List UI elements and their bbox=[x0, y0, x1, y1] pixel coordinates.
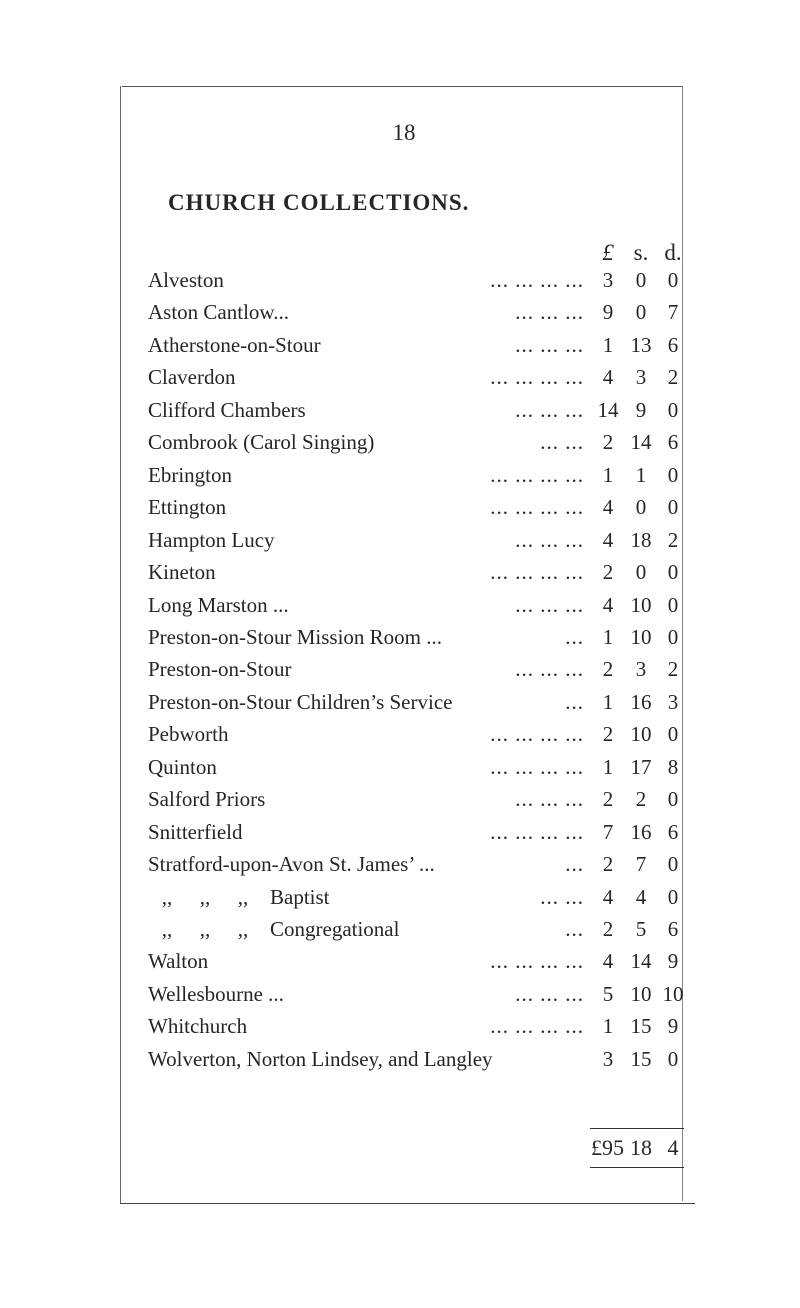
row-pounds: 2 bbox=[602, 430, 614, 455]
row-name: Preston-on-Stour bbox=[148, 657, 292, 682]
row-shillings: 18 bbox=[630, 527, 652, 552]
row-pounds: 3 bbox=[602, 1046, 614, 1071]
row-pounds: 2 bbox=[602, 560, 614, 585]
row-shillings: 0 bbox=[635, 300, 647, 325]
row-shillings: 3 bbox=[635, 365, 647, 390]
row-shillings: 0 bbox=[635, 560, 647, 585]
row-shillings: 2 bbox=[635, 787, 647, 812]
row-name bbox=[148, 917, 399, 942]
row-shillings: 16 bbox=[630, 819, 652, 844]
row-pence: 0 bbox=[667, 268, 679, 292]
ditto-mark: ,, bbox=[199, 884, 211, 909]
leader-dots: ... ... ... bbox=[515, 592, 584, 617]
row-pounds: 1 bbox=[602, 689, 614, 714]
table-row bbox=[0, 1047, 800, 1079]
row-name: Whitchurch bbox=[148, 1014, 248, 1039]
row-shillings: 15 bbox=[630, 1014, 652, 1039]
total-rule-bottom bbox=[590, 1167, 684, 1168]
leader-dots: ... ... ... bbox=[515, 981, 584, 1006]
leader-dots: ... ... ... ... bbox=[490, 365, 584, 390]
row-pounds: 1 bbox=[602, 332, 614, 357]
header-shillings: s. bbox=[633, 240, 649, 265]
row-pence: 0 bbox=[667, 462, 679, 487]
row-name: Atherstone-on-Stour bbox=[148, 332, 321, 357]
leader-dots: ... ... ... ... bbox=[490, 722, 584, 747]
row-pounds: 2 bbox=[602, 787, 614, 812]
row-pounds: 2 bbox=[602, 852, 614, 877]
row-name: Aston Cantlow... bbox=[148, 300, 289, 325]
row-shillings: 17 bbox=[630, 754, 652, 779]
row-pence: 9 bbox=[667, 1014, 679, 1039]
row-name: Clifford Chambers bbox=[148, 397, 306, 422]
row-shillings: 14 bbox=[630, 430, 652, 455]
row-name: Quinton bbox=[148, 754, 217, 779]
leader-dots: ... ... ... ... bbox=[490, 819, 584, 844]
total-pounds: £95 bbox=[591, 1135, 624, 1160]
table-row bbox=[0, 430, 800, 462]
leader-dots: ... ... ... ... bbox=[490, 1014, 584, 1039]
row-shillings: 9 bbox=[635, 397, 647, 422]
row-pounds: 1 bbox=[602, 624, 614, 649]
table-row bbox=[0, 1014, 800, 1046]
total-rule-top bbox=[590, 1128, 684, 1129]
leader-dots: ... ... ... ... bbox=[490, 949, 584, 974]
table-row bbox=[0, 852, 800, 884]
row-pounds: 4 bbox=[602, 884, 614, 909]
leader-dots: ... ... bbox=[540, 430, 584, 455]
row-pence: 0 bbox=[667, 722, 679, 747]
row-name: Stratford-upon-Avon St. James’ ... bbox=[148, 852, 435, 877]
ditto-mark: ,, bbox=[199, 917, 211, 941]
ditto-mark: ,, bbox=[237, 917, 249, 941]
table-row bbox=[0, 268, 800, 300]
leader-dots: ... bbox=[565, 917, 584, 941]
row-shillings: 3 bbox=[635, 657, 647, 682]
leader-dots: ... ... ... ... bbox=[490, 754, 584, 779]
leader-dots: ... ... ... bbox=[515, 787, 584, 812]
row-pence: 0 bbox=[667, 397, 679, 422]
row-pence: 7 bbox=[667, 300, 679, 325]
row-shillings: 16 bbox=[630, 689, 652, 714]
table-row bbox=[0, 593, 800, 625]
table-row bbox=[0, 982, 800, 1014]
row-pounds: 1 bbox=[602, 1014, 614, 1039]
row-name: Long Marston ... bbox=[148, 592, 289, 617]
ditto-mark: ,, bbox=[161, 917, 173, 941]
row-name: Ettington bbox=[148, 495, 227, 520]
row-shillings: 13 bbox=[630, 332, 652, 357]
row-pence: 3 bbox=[667, 689, 679, 714]
leader-dots: ... ... ... bbox=[515, 657, 584, 682]
leader-dots: ... ... ... bbox=[515, 300, 584, 325]
row-pence: 0 bbox=[667, 787, 679, 812]
row-name: Kineton bbox=[148, 560, 216, 585]
row-shillings: 1 bbox=[635, 462, 647, 487]
row-name: Walton bbox=[148, 949, 209, 974]
row-shillings: 10 bbox=[630, 981, 652, 1006]
row-name-label: Congregational bbox=[270, 917, 400, 941]
row-pounds: 1 bbox=[602, 754, 614, 779]
leader-dots: ... ... ... bbox=[515, 332, 584, 357]
row-pence: 2 bbox=[667, 527, 679, 552]
row-pounds: 4 bbox=[602, 365, 614, 390]
row-name: Combrook (Carol Singing) bbox=[148, 430, 375, 455]
table-row bbox=[0, 755, 800, 787]
row-pence: 0 bbox=[667, 852, 679, 877]
row-pence: 9 bbox=[667, 949, 679, 974]
row-pence: 0 bbox=[667, 624, 679, 649]
leader-dots: ... ... ... bbox=[515, 397, 584, 422]
table-row bbox=[0, 333, 800, 365]
header-pounds: £ bbox=[602, 240, 614, 265]
row-pounds: 2 bbox=[602, 657, 614, 682]
leader-dots: ... ... ... bbox=[515, 527, 584, 552]
row-pence: 0 bbox=[667, 1046, 679, 1071]
page-border-top bbox=[122, 86, 682, 87]
row-shillings: 0 bbox=[635, 268, 647, 292]
row-shillings: 14 bbox=[630, 949, 652, 974]
leader-dots: ... bbox=[565, 689, 584, 714]
leader-dots: ... bbox=[565, 624, 584, 649]
row-name: Wolverton, Norton Lindsey, and Langley bbox=[148, 1046, 493, 1071]
row-pounds: 2 bbox=[602, 722, 614, 747]
table-row bbox=[0, 917, 800, 949]
row-pence: 0 bbox=[667, 560, 679, 585]
row-name bbox=[148, 885, 330, 910]
total-pence: 4 bbox=[667, 1135, 679, 1160]
table-row bbox=[0, 398, 800, 430]
row-pounds: 2 bbox=[602, 917, 614, 941]
table-row bbox=[0, 787, 800, 819]
row-pounds: 1 bbox=[602, 462, 614, 487]
row-pounds: 7 bbox=[602, 819, 614, 844]
total-shillings: 18 bbox=[630, 1135, 652, 1160]
row-name: Preston-on-Stour Mission Room ... bbox=[148, 624, 443, 649]
table-row bbox=[0, 463, 800, 495]
row-pence: 10 bbox=[662, 981, 684, 1006]
row-pence: 0 bbox=[667, 592, 679, 617]
row-shillings: 5 bbox=[635, 917, 647, 941]
row-name: Pebworth bbox=[148, 722, 229, 747]
row-name: Alveston bbox=[148, 268, 224, 292]
table-row bbox=[0, 300, 800, 332]
row-name: Claverdon bbox=[148, 365, 236, 390]
row-pence: 6 bbox=[667, 917, 679, 941]
ditto-mark: ,, bbox=[161, 884, 173, 909]
row-name: Preston-on-Stour Children’s Service bbox=[148, 689, 453, 714]
row-shillings: 15 bbox=[630, 1046, 652, 1071]
row-name-label: Baptist bbox=[270, 884, 330, 909]
row-shillings: 10 bbox=[630, 592, 652, 617]
row-name: Snitterfield bbox=[148, 819, 243, 844]
row-pence: 8 bbox=[667, 754, 679, 779]
table-row bbox=[0, 949, 800, 981]
row-shillings: 10 bbox=[630, 722, 652, 747]
row-pounds: 4 bbox=[602, 592, 614, 617]
row-shillings: 0 bbox=[635, 495, 647, 520]
row-shillings: 10 bbox=[630, 624, 652, 649]
leader-dots: ... ... ... ... bbox=[490, 462, 584, 487]
row-pence: 6 bbox=[667, 332, 679, 357]
leader-dots: ... ... ... ... bbox=[490, 560, 584, 585]
table-row bbox=[0, 722, 800, 754]
page-number: 18 bbox=[392, 120, 416, 145]
row-name: Ebrington bbox=[148, 462, 232, 487]
row-name: Hampton Lucy bbox=[148, 527, 275, 552]
leader-dots: ... ... ... ... bbox=[490, 268, 584, 292]
row-pence: 0 bbox=[667, 495, 679, 520]
row-pence: 2 bbox=[667, 657, 679, 682]
table-row bbox=[0, 495, 800, 527]
table-row bbox=[0, 625, 800, 657]
table-row bbox=[0, 690, 800, 722]
table-row bbox=[0, 560, 800, 592]
row-pounds: 4 bbox=[602, 527, 614, 552]
table-row bbox=[0, 365, 800, 397]
table-row bbox=[0, 657, 800, 689]
table-row bbox=[0, 885, 800, 917]
page-border-bottom bbox=[120, 1203, 695, 1204]
table-row bbox=[0, 528, 800, 560]
row-pence: 2 bbox=[667, 365, 679, 390]
row-shillings: 7 bbox=[635, 852, 647, 877]
row-pounds: 4 bbox=[602, 949, 614, 974]
row-pence: 0 bbox=[667, 884, 679, 909]
header-pence: d. bbox=[664, 240, 682, 265]
row-name: Salford Priors bbox=[148, 787, 266, 812]
row-pounds: 5 bbox=[602, 981, 614, 1006]
table-row bbox=[0, 820, 800, 852]
row-name: Wellesbourne ... bbox=[148, 981, 284, 1006]
row-pounds: 14 bbox=[597, 397, 619, 422]
row-pounds: 9 bbox=[602, 300, 614, 325]
row-shillings: 4 bbox=[635, 884, 647, 909]
page-title: CHURCH COLLECTIONS. bbox=[168, 190, 470, 215]
ditto-mark: ,, bbox=[237, 884, 249, 909]
leader-dots: ... bbox=[565, 852, 584, 877]
row-pounds: 4 bbox=[602, 495, 614, 520]
row-pence: 6 bbox=[667, 819, 679, 844]
leader-dots: ... ... ... ... bbox=[490, 495, 584, 520]
leader-dots: ... ... bbox=[540, 884, 584, 909]
row-pounds: 3 bbox=[602, 268, 614, 292]
row-pence: 6 bbox=[667, 430, 679, 455]
